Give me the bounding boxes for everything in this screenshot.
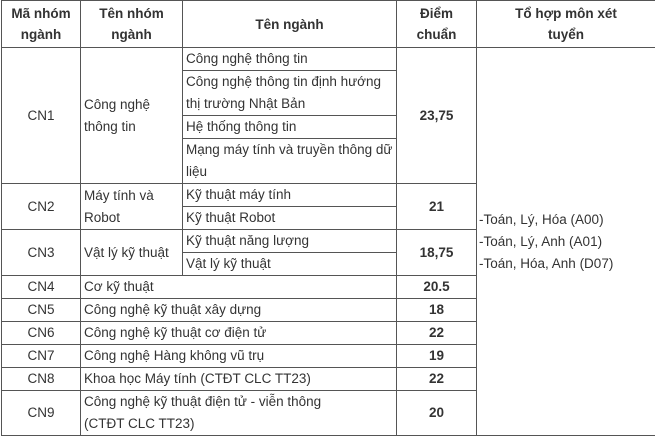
cutoff-score: 21 [397,184,477,230]
major-name: Kỹ thuật máy tính [183,184,397,207]
group-code: CN2 [2,184,81,230]
group-code: CN1 [2,48,81,184]
major-name: Mạng máy tính và truyền thông dữ liệu [183,139,397,184]
group-code: CN7 [2,345,81,368]
major-name: Vật lý kỹ thuật [183,253,397,276]
group-code: CN3 [2,230,81,276]
major-name: Hệ thống thông tin [183,116,397,139]
cutoff-score: 22 [397,322,477,345]
group-name: Máy tính và Robot [81,184,183,230]
major-name: Công nghệ kỹ thuật cơ điện tử [81,322,397,345]
major-name: Công nghệ Hàng không vũ trụ [81,345,397,368]
combination-item: -Toán, Hóa, Anh (D07) [479,255,614,271]
group-code: CN6 [2,322,81,345]
group-code: CN4 [2,276,81,299]
cutoff-score: 23,75 [397,48,477,184]
cutoff-score: 18,75 [397,230,477,276]
major-name: Cơ kỹ thuật [81,276,397,299]
table-row [2,48,655,71]
major-name: Công nghệ kỹ thuật điện tử - viễn thông (CTĐT CLC TT23) [81,391,397,436]
cutoff-score: 20 [397,391,477,436]
subject-combinations [477,48,655,436]
combination-item: -Toán, Lý, Hóa (A00) [479,211,604,227]
group-name: Công nghệ thông tin [81,48,183,184]
cutoff-score: 20.5 [397,276,477,299]
header-diem-chuan: Điểm chuẩn [397,1,477,48]
cutoff-score: 18 [397,299,477,322]
group-code: CN9 [2,391,81,436]
group-code: CN8 [2,368,81,391]
header-ten-nganh: Tên ngành [183,1,397,48]
group-name: Vật lý kỹ thuật [81,230,183,276]
major-name: Công nghệ kỹ thuật xây dựng [81,299,397,322]
cutoff-score: 22 [397,368,477,391]
cutoff-score: 19 [397,345,477,368]
header-to-hop: Tổ hợp môn xét tuyển [477,1,655,48]
major-name: Kỹ thuật năng lượng [183,230,397,253]
header-ten-nhom-nganh: Tên nhóm ngành [81,1,183,48]
combination-item: -Toán, Lý, Anh (A01) [479,233,603,249]
major-name: Công nghệ thông tin [183,48,397,71]
header-row [2,1,655,48]
major-name: Khoa học Máy tính (CTĐT CLC TT23) [81,368,397,391]
major-name: Công nghệ thông tin định hướng thị trường Nhật Bản [183,71,397,116]
header-ma-nhom-nganh: Mã nhóm ngành [2,1,81,48]
group-code: CN5 [2,299,81,322]
major-name: Kỹ thuật Robot [183,207,397,230]
admission-scores-table [1,0,655,436]
